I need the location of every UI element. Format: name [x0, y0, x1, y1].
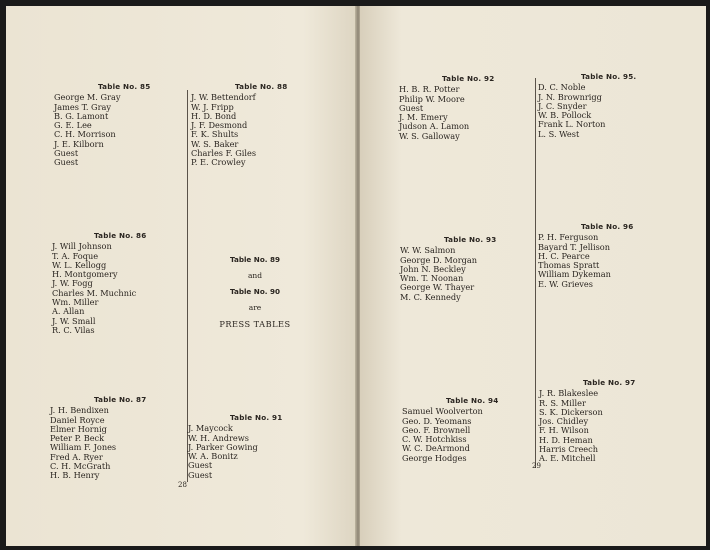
table-heading: Table No. 97 [583, 378, 636, 387]
guest-name: J. Parker Gowing [188, 441, 258, 452]
guest-name: Charles F. Giles [191, 148, 257, 159]
guest-name: Judson A. Lamon [399, 121, 470, 132]
guest-name: Guest [188, 469, 213, 480]
guest-name: Frank L. Norton [538, 119, 606, 130]
guest-name: P. H. Ferguson [538, 232, 599, 243]
guest-name: T. A. Foque [52, 250, 99, 261]
guest-name: E. W. Grieves [538, 278, 593, 289]
guest-name: W. S. Baker [191, 138, 239, 149]
guest-name: H. B. Henry [50, 470, 100, 481]
guest-name: Harris Creech [539, 444, 598, 455]
guest-name: W. A. Bonitz [188, 451, 238, 462]
guest-name: J. C. Snyder [538, 100, 587, 111]
guest-name: William F. Jones [50, 442, 117, 453]
table-heading: Table No. 88 [235, 82, 288, 91]
guest-name: Charles M. Muchnic [52, 287, 137, 298]
guest-name: Elmer Hornig [50, 423, 107, 434]
press-line: Table No. 90 [230, 287, 280, 296]
table-heading: Table No. 95. [581, 72, 637, 81]
guest-name: James T. Gray [54, 101, 111, 112]
guest-name: Wm. T. Noonan [400, 273, 464, 284]
guest-name: Philip W. Moore [399, 93, 465, 104]
guest-name: Fred A. Ryer [50, 451, 103, 462]
guest-name: J. H. Bendixen [50, 405, 109, 416]
guest-name: L. S. West [538, 128, 580, 139]
guest-name: P. E. Crowley [191, 157, 246, 168]
guest-name: Guest [399, 102, 424, 113]
guest-name: J. W. Bettendorf [191, 92, 256, 103]
guest-name: W. W. Salmon [400, 245, 456, 256]
table-91 [188, 413, 282, 480]
guest-name: W. L. Kellogg [52, 259, 107, 270]
guest-name: J. M. Emery [399, 112, 448, 123]
guest-name: Guest [188, 460, 213, 471]
guest-name: H. C. Pearce [538, 250, 590, 261]
guest-name: J. W. Fogg [52, 278, 93, 289]
table-heading: Table No. 94 [446, 396, 499, 405]
guest-name: J. Maycock [188, 423, 233, 434]
guest-name: Guest [54, 157, 79, 168]
page-number: 28 [178, 481, 187, 489]
table-92 [399, 74, 494, 141]
guest-name: J. Will Johnson [52, 241, 112, 252]
guest-name: H. D. Bond [191, 110, 237, 121]
guest-name: George Hodges [402, 452, 467, 463]
guest-name: H. D. Heman [539, 434, 593, 445]
table-86 [52, 231, 146, 335]
guest-name: Jos. Chidley [539, 416, 589, 427]
guest-name: J. F. Desmond [191, 120, 248, 131]
table-96 [538, 222, 633, 289]
guest-name: Guest [54, 148, 79, 159]
table-heading: Table No. 85 [98, 82, 151, 91]
guest-name: George W. Thayer [400, 282, 475, 293]
press-line: PRESS TABLES [219, 319, 291, 329]
guest-name: George D. Morgan [400, 254, 478, 265]
guest-name: Peter P. Beck [50, 433, 105, 444]
guest-name: J. R. Blakeslee [539, 388, 599, 399]
guest-name: A. Allan [52, 306, 85, 317]
guest-name: John N. Beckley [400, 263, 466, 274]
guest-name: A. E. Mitchell [539, 453, 596, 464]
guest-name: W. S. Galloway [399, 130, 460, 141]
guest-name: R. C. Vilas [52, 324, 95, 335]
guest-name: J. W. Small [52, 315, 96, 326]
table-95 [538, 72, 636, 139]
guest-name: C. H. McGrath [50, 461, 111, 472]
guest-name: J. N. Brownrigg [538, 91, 602, 102]
table-94 [402, 396, 498, 463]
guest-name: S. K. Dickerson [539, 406, 603, 417]
table-heading: Table No. 93 [444, 235, 497, 244]
table-93 [400, 235, 496, 302]
column-divider [535, 78, 536, 468]
guest-name: H. Montgomery [52, 269, 118, 280]
table-heading: Table No. 86 [94, 231, 147, 240]
guest-name: D. C. Noble [538, 82, 586, 93]
guest-name: Geo. D. Yeomans [402, 415, 472, 426]
guest-name: C. H. Morrison [54, 129, 116, 140]
press-line: are [248, 303, 262, 312]
guest-name: M. C. Kennedy [400, 291, 461, 302]
guest-name: Samuel Woolverton [402, 406, 483, 417]
table-88 [191, 82, 287, 168]
open-book [6, 6, 706, 546]
guest-name: Bayard T. Jellison [538, 241, 611, 252]
guest-name: W. H. Andrews [188, 432, 249, 443]
table-97 [539, 378, 635, 464]
guest-name: Geo. F. Brownell [402, 424, 471, 435]
guest-name: W. J. Fripp [191, 101, 234, 112]
table-heading: Table No. 92 [442, 74, 495, 83]
guest-name: Thomas Spratt [538, 260, 600, 271]
table-87 [50, 395, 146, 481]
table-heading: Table No. 87 [94, 395, 147, 404]
left-page [6, 6, 356, 546]
guest-name: Wm. Miller [52, 297, 99, 308]
guest-name: George M. Gray [54, 92, 121, 103]
press-tables-note [202, 254, 308, 330]
guest-name: H. B. R. Potter [399, 84, 460, 95]
table-heading: Table No. 91 [230, 413, 283, 422]
guest-name: F. K. Shults [191, 129, 239, 140]
guest-name: J. E. Kilborn [54, 138, 104, 149]
table-85 [54, 82, 150, 168]
right-page [360, 6, 706, 546]
guest-name: William Dykeman [538, 269, 611, 280]
guest-name: Daniel Royce [50, 414, 105, 425]
guest-name: G. E. Lee [54, 120, 92, 131]
guest-name: W. C. DeArmond [402, 443, 470, 454]
guest-name: B. G. Lamont [54, 110, 109, 121]
guest-name: C. W. Hotchkiss [402, 434, 467, 445]
guest-name: W. B. Pollock [538, 110, 592, 121]
table-heading: Table No. 96 [581, 222, 634, 231]
press-line: and [247, 271, 263, 280]
guest-name: F. H. Wilson [539, 425, 589, 436]
page-number: 29 [532, 462, 541, 470]
guest-name: R. S. Miller [539, 397, 586, 408]
press-line: Table No. 89 [230, 255, 280, 264]
